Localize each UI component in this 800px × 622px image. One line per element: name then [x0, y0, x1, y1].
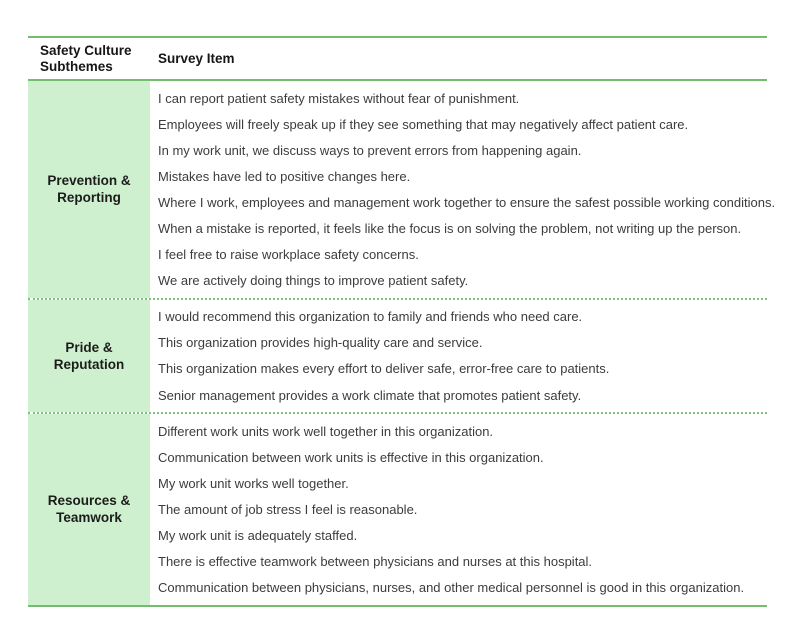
survey-items-list [150, 300, 767, 412]
column-header-subthemes: Safety Culture Subthemes [40, 42, 132, 74]
survey-item: We are actively doing things to improve patient safety. [158, 273, 469, 289]
survey-item: Senior management provides a work climate that promotes patient safety. [158, 387, 582, 403]
survey-item: My work unit is adequately staffed. [158, 528, 358, 544]
survey-item: Communication between work units is effective in this organization. [158, 449, 544, 465]
survey-item: Mistakes have led to positive changes here. [158, 168, 411, 184]
survey-item: I feel free to raise workplace safety concerns. [158, 247, 419, 263]
survey-item: When a mistake is reported, it feels like the focus is on solving the problem, not writing up the person. [158, 221, 742, 237]
column-header-survey-item: Survey Item [158, 51, 235, 66]
subtheme-label-prevention-reporting: Prevention & Reporting [28, 81, 150, 298]
survey-items-list [150, 81, 775, 298]
survey-item: I can report patient safety mistakes without fear of punishment. [158, 90, 520, 106]
survey-item: I would recommend this organization to family and friends who need care. [158, 309, 583, 325]
subtheme-label-pride-reputation: Pride & Reputation [28, 300, 150, 412]
survey-item: In my work unit, we discuss ways to prevent errors from happening again. [158, 142, 582, 158]
survey-items-list [150, 414, 767, 605]
survey-item: This organization makes every effort to deliver safe, error-free care to patients. [158, 361, 610, 377]
safety-culture-table [28, 36, 776, 607]
survey-item: There is effective teamwork between physicians and nurses at this hospital. [158, 554, 593, 570]
survey-item: The amount of job stress I feel is reasonable. [158, 501, 418, 517]
survey-item: Where I work, employees and management work together to ensure the safest possible working conditions. [158, 194, 776, 210]
table-header-row [28, 38, 767, 81]
survey-item: Communication between physicians, nurses, and other medical personnel is good in this organization. [158, 580, 745, 596]
survey-item: My work unit works well together. [158, 475, 349, 491]
section-prevention-reporting [28, 81, 776, 298]
survey-item: Different work units work well together in this organization. [158, 423, 494, 439]
survey-item: This organization provides high-quality care and service. [158, 335, 483, 351]
section-pride-reputation [28, 298, 767, 412]
survey-item: Employees will freely speak up if they see something that may negatively affect patient care. [158, 116, 689, 132]
section-resources-teamwork [28, 412, 767, 605]
subtheme-label-resources-teamwork: Resources & Teamwork [28, 414, 150, 605]
